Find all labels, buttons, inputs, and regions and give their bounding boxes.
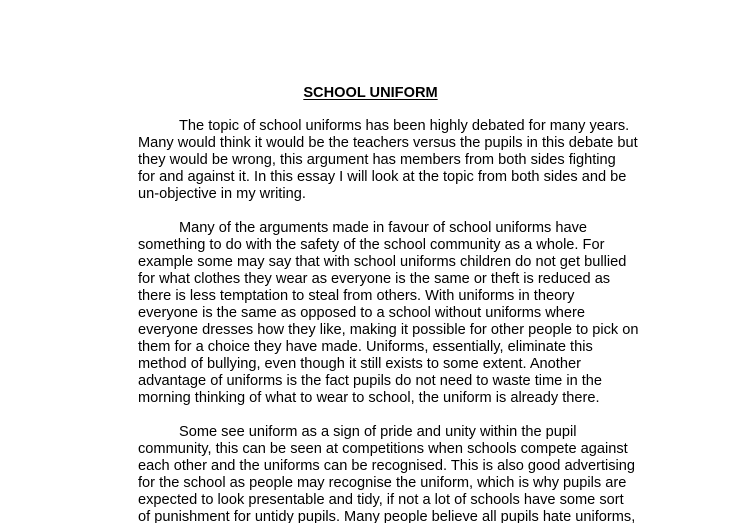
paragraph-line: Many would think it would be the teachers versus the pupils in this debate but [138, 135, 638, 151]
paragraph-line: method of bullying, even though it still exists to some extent. Another [138, 356, 581, 372]
paragraph-line: expected to look presentable and tidy, if not a lot of schools have some sort [138, 492, 624, 508]
paragraph-line: everyone is the same as opposed to a school without uniforms where [138, 305, 585, 321]
paragraph-line: for what clothes they wear as everyone is the same or theft is reduced as [138, 271, 611, 287]
paragraph-line: everyone dresses how they like, making it possible for other people to pick on [138, 322, 639, 338]
paragraph-line: them for a choice they have made. Uniforms, essentially, eliminate this [138, 339, 593, 355]
paragraph-line: example some may say that with school uniforms children do not get bullied [138, 254, 627, 270]
paragraph-pride-unity [138, 424, 636, 523]
paragraph-line: advantage of uniforms is the fact pupils do not need to waste time in the [138, 373, 603, 389]
paragraph-line: Some see uniform as a sign of pride and unity within the pupil [179, 424, 577, 440]
paragraph-line: community, this can be seen at competitions when schools compete against [138, 441, 628, 457]
paragraph-line: Many of the arguments made in favour of school uniforms have [179, 220, 588, 236]
paragraph-line: for and against it. In this essay I will look at the topic from both sides and be [138, 169, 627, 185]
paragraph-line: each other and the uniforms can be recognised. This is also good advertising [138, 458, 636, 474]
paragraph-line: morning thinking of what to wear to school, the uniform is already there. [138, 390, 600, 406]
paragraph-line: for the school as people may recognise the uniform, which is why pupils are [138, 475, 627, 491]
paragraph-line: un-objective in my writing. [138, 186, 306, 202]
paragraph-line: they would be wrong, this argument has members from both sides fighting [138, 152, 616, 168]
paragraph-intro [138, 118, 638, 203]
paragraph-line: there is less temptation to steal from others. With uniforms in theory [138, 288, 575, 304]
paragraph-line: of punishment for untidy pupils. Many people believe all pupils hate uniforms, [138, 509, 636, 523]
document-title: SCHOOL UNIFORM [303, 85, 438, 101]
paragraph-line: something to do with the safety of the school community as a whole. For [138, 237, 605, 253]
paragraph-arguments-for [138, 220, 639, 407]
document-body [138, 118, 639, 523]
paragraph-line: The topic of school uniforms has been highly debated for many years. [179, 118, 630, 134]
